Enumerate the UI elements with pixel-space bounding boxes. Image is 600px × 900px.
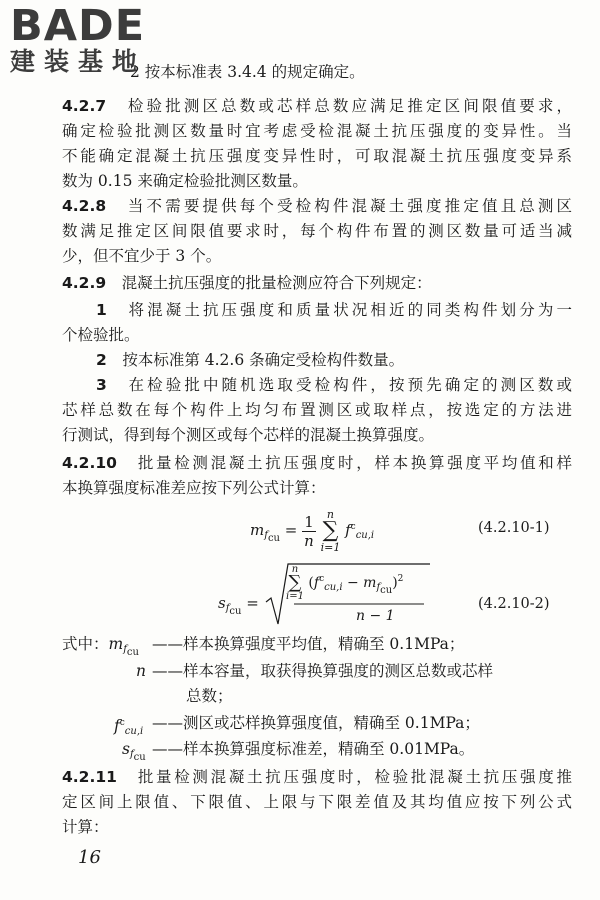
definition-symbol: n xyxy=(136,662,146,680)
text-line: 计算： xyxy=(62,818,109,836)
text-line: 行测试，得到每个测区或每个芯样的混凝土换算强度。 xyxy=(62,426,435,444)
text-line: 确定检验批测区数量时宜考虑受检混凝土抗压强度的变异性。当 xyxy=(62,122,572,140)
text-line: 本换算强度标准差应按下列公式计算： xyxy=(62,479,326,497)
text-line: 批量检测混凝土抗压强度时，样本换算强度平均值和样 xyxy=(137,454,572,472)
page-number: 16 xyxy=(78,847,101,868)
definition-n-cont: 总数； xyxy=(186,687,233,705)
text-line: 定区间上限值、下限值、上限与下限差值及其均值应按下列公式 xyxy=(62,793,572,811)
clause-number: 4.2.8 xyxy=(62,197,107,215)
text-line: 在检验批中随机选取受检构件，按预先确定的测区数或 xyxy=(128,376,572,394)
item-1 xyxy=(62,298,572,323)
definition-symbol: $f^c_{cu,i}$ xyxy=(114,717,144,737)
item-2 xyxy=(62,348,572,373)
text-line: 芯样总数在每个构件上均匀布置测区或取样点，按选定的方法进 xyxy=(62,401,572,419)
clause-number: 4.2.7 xyxy=(62,97,107,115)
logo-wordmark: BADE xyxy=(10,1,146,51)
definition-s: ——样本换算强度标准差，精确至 0.01MPa。 xyxy=(152,740,475,758)
text-line: 个检验批。 xyxy=(62,326,140,344)
text-line: 检验批测区总数或芯样总数应满足推定区间限值要求， xyxy=(127,97,572,115)
definition-n: ——样本容量，取获得换算强度的测区总数或芯样 xyxy=(152,662,494,680)
clause-4-2-8 xyxy=(62,194,572,219)
definition-mean: ——样本换算强度平均值，精确至 0.1MPa； xyxy=(152,635,465,653)
text-line: 当不需要提供每个受检构件混凝土强度推定值且总测区 xyxy=(127,197,572,215)
clause-4-2-7 xyxy=(62,94,572,119)
text-line: 混凝土抗压强度的批量检测应符合下列规定： xyxy=(121,274,432,292)
clause-number: 4.2.10 xyxy=(62,454,117,472)
clause-4-2-10 xyxy=(62,451,572,476)
formula-mean: $m_{fcu}$ = $\frac{1}{n}$ n ∑ i=1 $f^c_{cu,i}$ xyxy=(250,508,375,554)
formula-std-dev: $s_{fcu}$ = n ∑ i=1 $(f^c_{cu,i} - m_{fcu})^2$ n − 1 xyxy=(218,562,432,628)
item-number: 2 xyxy=(96,351,107,369)
definition-f: ——测区或芯样换算强度值，精确至 0.1MPa； xyxy=(152,714,480,732)
text-line: 2 按本标准表 3.4.4 的规定确定。 xyxy=(130,63,365,81)
clause-4-2-11 xyxy=(62,765,572,790)
item-number: 3 xyxy=(96,376,107,394)
text-line: 将混凝土抗压强度和质量状况相近的同类构件划分为一 xyxy=(128,301,572,319)
definition-intro: 式中：$m_{fcu}$ xyxy=(62,635,139,658)
text-line: 按本标准第 4.2.6 条确定受检构件数量。 xyxy=(122,351,405,369)
text-line: 少，但不宜少于 3 个。 xyxy=(62,247,222,265)
item-3 xyxy=(62,373,572,398)
clause-number: 4.2.9 xyxy=(62,274,107,292)
text-line: 数为 0.15 来确定检验批测区数量。 xyxy=(62,172,308,190)
text-line: 批量检测混凝土抗压强度时，检验批混凝土抗压强度推 xyxy=(137,768,572,786)
logo-chinese: 建装基地 xyxy=(10,47,147,76)
clause-4-2-9 xyxy=(62,271,572,296)
formula-number: (4.2.10-2) xyxy=(478,596,550,612)
text-line: 数满足推定区间限值要求时，每个构件布置的测区数量可适当减 xyxy=(62,222,572,240)
text-line: 不能确定混凝土抗压强度变异性时，可取混凝土抗压强度变异系 xyxy=(62,147,572,165)
formula-number: (4.2.10-1) xyxy=(478,520,550,536)
item-number: 1 xyxy=(96,301,107,319)
definition-symbol: $s_{fcu}$ xyxy=(122,740,146,763)
clause-number: 4.2.11 xyxy=(62,768,117,786)
